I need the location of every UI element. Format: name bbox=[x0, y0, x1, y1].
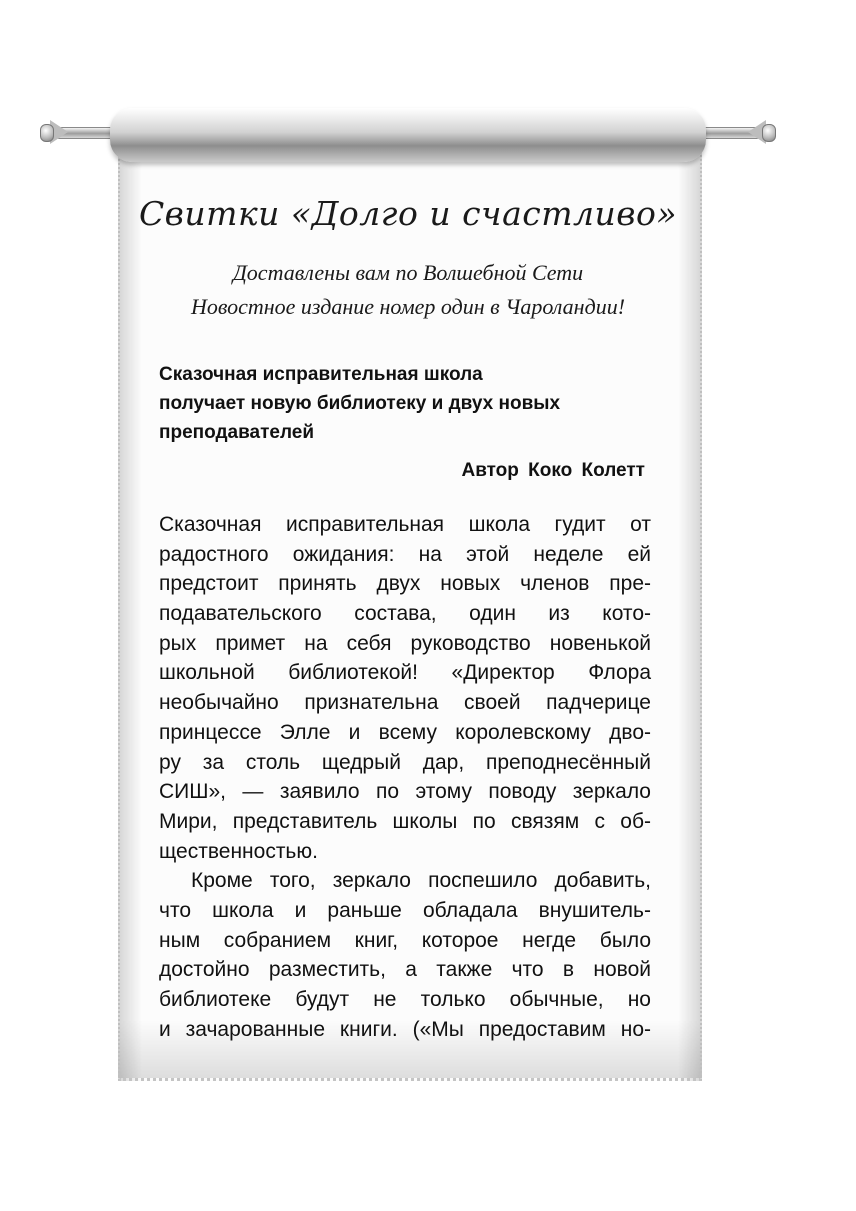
headline-line: преподавателей bbox=[159, 422, 315, 443]
body-line: школьной библиотекой! «Директор Флора bbox=[159, 661, 651, 685]
article-body bbox=[159, 510, 651, 1044]
body-line: СИШ», — заявило по этому поводу зеркало bbox=[159, 780, 651, 804]
rod-knob-right bbox=[762, 124, 776, 142]
body-line: что школа и раньше обладала внушитель- bbox=[159, 898, 651, 922]
body-line: ру за столь щедрый дар, преподнесённый bbox=[159, 750, 651, 774]
body-line: библиотеке будут не только обычные, но bbox=[159, 988, 651, 1011]
rod-knob-left bbox=[40, 124, 54, 142]
body-line: принцессе Элле и всему королевскому дво- bbox=[159, 720, 651, 744]
body-line: и зачарованные книги. («Мы предоставим но- bbox=[159, 1017, 651, 1041]
masthead-subtitle-2: Новостное издание номер один в Чароландии! bbox=[190, 294, 626, 319]
body-line: Мири, представитель школы по связям с об- bbox=[159, 809, 651, 833]
scroll-rolled-top bbox=[110, 108, 706, 162]
headline-line: Сказочная исправительная школа bbox=[159, 364, 483, 385]
article-headline bbox=[159, 360, 659, 447]
body-line: Сказочная исправительная школа гудит от bbox=[159, 513, 651, 536]
body-line: достойно разместить, а также что в новой bbox=[159, 958, 651, 982]
body-line: ным собранием книг, которое негде было bbox=[159, 928, 651, 952]
body-line: предстоит принять двух новых членов пре- bbox=[159, 572, 651, 596]
masthead-subtitle-1: Доставлены вам по Волшебной Сети bbox=[232, 260, 584, 285]
body-line: необычайно признательна своей падчерице bbox=[159, 691, 651, 715]
body-line: рых примет на себя руководство новенькой bbox=[159, 631, 651, 655]
body-line: подавательского состава, один из кото- bbox=[159, 602, 651, 626]
article-author: Автор Коко Колетт bbox=[461, 460, 645, 481]
masthead-title: Свитки «Долго и счастливо» bbox=[138, 194, 678, 233]
body-line: щественностью. bbox=[159, 839, 318, 863]
rod-cap-right bbox=[746, 118, 776, 146]
body-line: Кроме того, зеркало поспешило добавить, bbox=[191, 869, 651, 893]
rod-cap-left bbox=[40, 118, 70, 146]
body-line: радостного ожидания: на этой неделе ей bbox=[159, 542, 651, 566]
headline-line: получает новую библиотеку и двух новых bbox=[159, 393, 561, 414]
